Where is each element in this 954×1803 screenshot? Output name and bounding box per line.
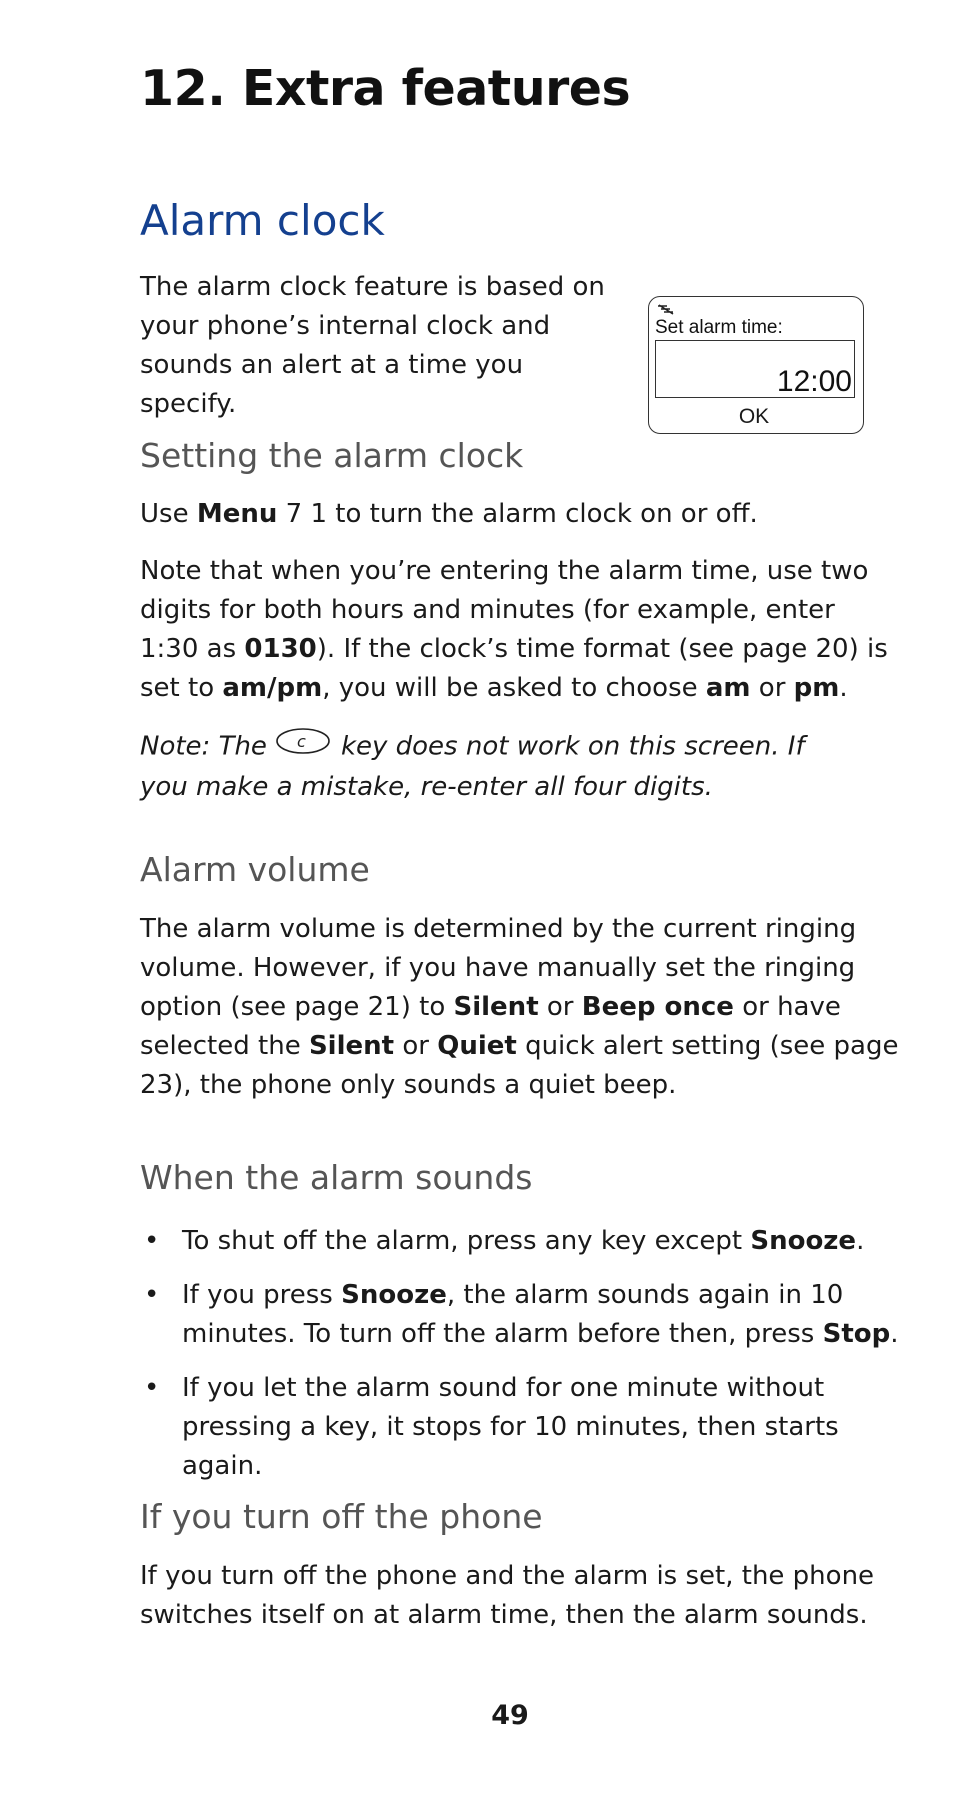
bullet-dot: • [144, 1373, 160, 1403]
page-number: 49 [491, 1700, 529, 1731]
bullet-dot: • [144, 1226, 160, 1256]
ok-softkey: OK [738, 405, 770, 428]
bullet-dot: • [144, 1280, 160, 1310]
chapter-title: 12. Extra features [140, 60, 631, 117]
setting-paragraph-2: Note that when you’re entering the alarm time, use two digits for both hours and minutes (for example, enter 1:30 as 0130). If the clock’s time format (see page 20) is set to am/pm, you will be asked to choose am or pm. [140, 556, 888, 703]
intro-paragraph: The alarm clock feature is based on your phone’s internal clock and sounds an alert at a time you specify. [140, 272, 605, 419]
list-item: • If you let the alarm sound for one minute without pressing a key, it stops for 10 minutes, then starts again. [140, 1369, 912, 1486]
note-paragraph: Note: The c key does not work on this screen. If you make a mistake, re-enter all four digits. [140, 726, 860, 807]
heading-sounds: When the alarm sounds [140, 1158, 533, 1197]
c-key-icon [275, 726, 331, 768]
heading-setting: Setting the alarm clock [140, 436, 524, 475]
heading-volume: Alarm volume [140, 850, 370, 889]
turnoff-paragraph: If you turn off the phone and the alarm is set, the phone switches itself on at alarm time, then the alarm sounds. [140, 1561, 875, 1630]
heading-turnoff: If you turn off the phone [140, 1497, 543, 1536]
time-entry-box [655, 340, 855, 398]
phone-screen-illustration [648, 296, 864, 434]
section-title: Alarm clock [140, 196, 385, 245]
list-item: • If you press Snooze, the alarm sounds again in 10 minutes. To turn off the alarm before then, press Stop. [140, 1276, 912, 1354]
svg-text:c: c [296, 732, 306, 751]
sounds-bullet-list [140, 1222, 912, 1501]
list-item: • To shut off the alarm, press any key except Snooze. [140, 1222, 912, 1261]
time-value: 12:00 [776, 365, 852, 398]
volume-paragraph: The alarm volume is determined by the current ringing volume. However, if you have manually set the ringing option (see page 21) to Silent or Beep once or have selected the Silent or Quiet quick alert setting (see page 23), the phone only sounds a quiet beep. [140, 914, 899, 1100]
setting-paragraph-1: Use Menu 7 1 to turn the alarm clock on or off. [140, 499, 758, 529]
screen-label: Set alarm time: [655, 317, 783, 338]
